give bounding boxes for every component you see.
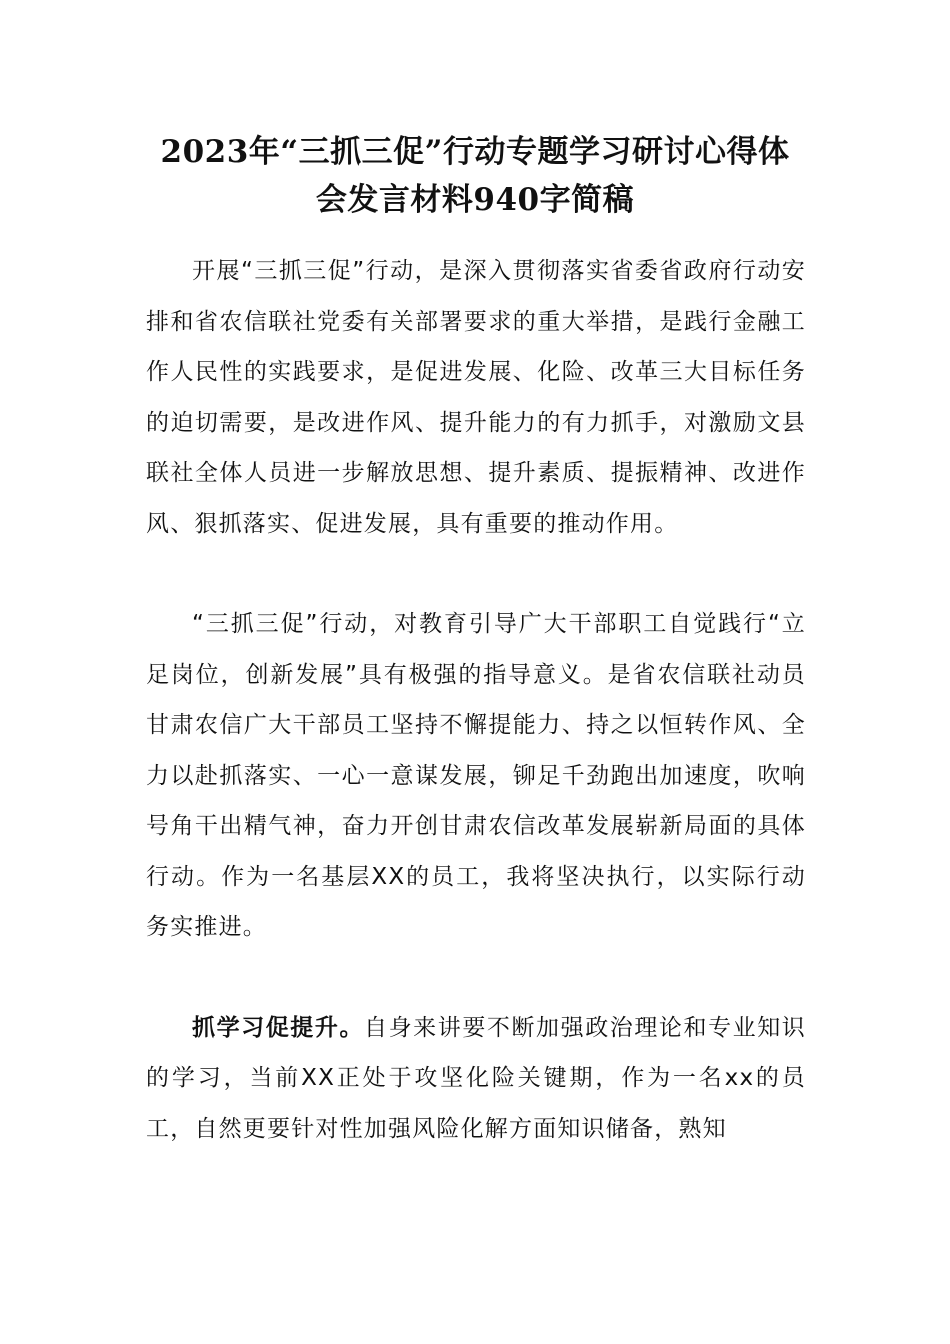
paragraph-3-text: 自身来讲要不断加强政治理论和专业知识的学习，当前XX正处于攻坚化险关键期，作为一名xx的员工，自然更要针对性加强风险化解方面知识储备，熟知 (146, 1014, 806, 1142)
paragraph-gap (146, 549, 806, 599)
document-body (146, 246, 806, 1154)
title-line-1: 2023年“三抓三促”行动专题学习研讨心得体 (160, 134, 790, 170)
title-line-2: 会发言材料940字简稿 (315, 182, 635, 218)
paragraph-3-lead: 抓学习促提升。 (192, 1014, 365, 1041)
paragraph-1: 开展“三抓三促”行动，是深入贯彻落实省委省政府行动安排和省农信联社党委有关部署要求的重大举措，是践行金融工作人民性的实践要求，是促进发展、化险、改革三大目标任务的迫切需要，是改进作风、提升能力的有力抓手，对激励文县联社全体人员进一步解放思想、提升素质、提振精神、改进作风、狠抓落实、促进发展，具有重要的推动作用。 (146, 258, 806, 537)
paragraph-2: “三抓三促”行动，对教育引导广大干部职工自觉践行“立足岗位，创新发展”具有极强的指导意义。是省农信联社动员甘肃农信广大干部员工坚持不懈提能力、持之以恒转作风、全力以赴抓落实、一心一意谋发展，铆足千劲跑出加速度，吹响号角干出精气神，奋力开创甘肃农信改革发展崭新局面的具体行动。作为一名基层XX的员工，我将坚决执行，以实际行动务实推进。 (146, 611, 806, 940)
paragraph-gap (146, 953, 806, 1003)
document-title (120, 128, 830, 224)
paragraph-3 (146, 1003, 806, 1155)
